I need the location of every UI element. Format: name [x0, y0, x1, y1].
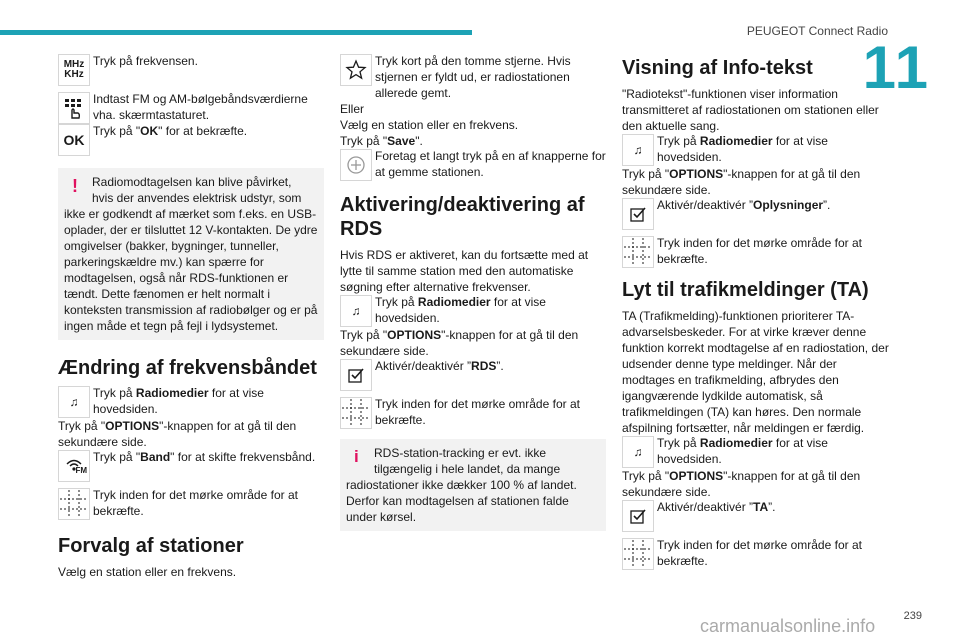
- step-ok: [58, 124, 324, 156]
- step-text: Tryk på "Band" for at skifte frekvensbånd.: [93, 450, 316, 464]
- step-text: Tryk inden for det mørke område for at bekræfte.: [657, 538, 862, 568]
- step-text: Tryk inden for det mørke område for at bekræfte.: [657, 236, 862, 266]
- watermark: carmanualsonline.info: [700, 616, 876, 636]
- step-text: Tryk på Radiomedier for at vise hovedsiden.: [657, 134, 828, 164]
- step-confirm: [58, 488, 324, 520]
- step-text: Tryk på Radiomedier for at vise hovedsiden.: [93, 386, 264, 416]
- step-text: Aktivér/deaktivér ”RDS”.: [375, 359, 504, 373]
- heading-preset: Forvalg af stationer: [58, 535, 244, 557]
- heading-info-text: Visning af Info-tekst: [622, 57, 813, 79]
- step-options: Tryk på "OPTIONS"-knappen for at gå til den sekundære side.: [622, 469, 861, 499]
- ok-icon[interactable]: OK: [58, 124, 90, 156]
- chapter-number: 11: [862, 34, 930, 101]
- paragraph-info: "Radiotekst"-funktionen viser information transmitteret af radiostationen om stationen eller den aktuelle sang.: [622, 87, 879, 133]
- step-text: Tryk på Radiomedier for at vise hovedsiden.: [375, 295, 546, 325]
- mhz-khz-icon[interactable]: MHz KHz: [58, 54, 90, 86]
- music-note-icon[interactable]: ♫: [622, 436, 654, 468]
- music-note-icon[interactable]: ♫: [340, 295, 372, 327]
- step-keyboard: [58, 92, 324, 124]
- step-text: Aktivér/deaktivér ”Oplysninger”.: [657, 198, 831, 212]
- or-text: Eller: [340, 102, 365, 116]
- warning-box: [58, 168, 324, 340]
- paragraph-rds: Hvis RDS er aktiveret, kan du fortsætte med at lytte til samme station med den automatiske søgning efter alternative frekvenser.: [340, 248, 589, 294]
- grid-area-icon[interactable]: [340, 397, 372, 429]
- grid-area-icon[interactable]: [622, 538, 654, 570]
- step-long-press: [340, 149, 606, 181]
- step-radio-media: [622, 436, 890, 468]
- column-1: [58, 54, 324, 580]
- grid-area-icon[interactable]: [622, 236, 654, 268]
- select-station-text: Vælg en station eller en frekvens.: [340, 118, 519, 132]
- paragraph-traffic: TA (Trafikmelding)-funktionen prioriterer TA-advarselsbeskeder. For at virke kræver denne funktion korrekt modtagelse af en radiostation, der udsender denne type meldinger. Når der modtages en trafikmelding, afbrydes den igangværende lydkilde automatisk, så trafikmeldingen (TA) kan høres. Den normale afspilning fortsætter, når meldingen er færdig.: [622, 309, 889, 435]
- step-star: [340, 54, 606, 101]
- step-text: Tryk kort på den tomme stjerne. Hvis stjernen er fyldt ud, er radiostationen allerede gemt.: [375, 54, 571, 100]
- info-icon: i: [354, 447, 359, 466]
- step-confirm: [340, 397, 606, 429]
- step-radio-media: [622, 134, 890, 166]
- music-note-icon[interactable]: ♫: [58, 386, 90, 418]
- info-text: tilgængelig i hele landet, da mange radiostationer ikke dækker 100 % af landet. Derfor kan modtagelsen af stationen falde under kørsel.: [346, 462, 577, 524]
- step-options: Tryk på "OPTIONS"-knappen for at gå til den sekundære side.: [622, 167, 861, 197]
- warning-first-line: Radiomodtagelsen kan blive påvirket,: [92, 175, 292, 189]
- step-text: Foretag et langt tryk på en af knapperne for at gemme stationen.: [375, 149, 606, 179]
- step-text: Tryk inden for det mørke område for at bekræfte.: [375, 397, 580, 427]
- checkbox-icon[interactable]: [622, 198, 654, 230]
- step-options: Tryk på "OPTIONS"-knappen for at gå til den sekundære side.: [58, 419, 297, 449]
- step-text: Tryk på "OK" for at bekræfte.: [93, 124, 248, 138]
- step-text: Tryk inden for det mørke område for at bekræfte.: [93, 488, 298, 518]
- heading-band: Ændring af frekvensbåndet: [58, 357, 317, 379]
- warning-icon: !: [72, 176, 78, 196]
- warning-text: hvis der anvendes elektrisk udstyr, som ikke er godkendt af mærket som f.eks. en USB-oplader, der er tilsluttet 12 V-kontakten. De ydre omgivelser (bakker, bygninger, tunneller, parkeringskældre mv.) kan spærre for modtagelsen, også når RDS-funktionen er tændt. Dette fænomen er helt normalt i konteksten transmission af radiobølger og er på ingen måde et tegn på fejl i lydsystemet.: [64, 191, 318, 333]
- step-radio-media: [58, 386, 324, 418]
- save-text: Tryk på "Save".: [340, 134, 423, 148]
- step-frequency: [58, 54, 324, 86]
- step-confirm: [622, 538, 890, 570]
- info-first-line: RDS-station-tracking er evt. ikke: [374, 446, 547, 460]
- step-info-toggle: [622, 198, 890, 230]
- star-icon[interactable]: [340, 54, 372, 86]
- step-options: Tryk på "OPTIONS"-knappen for at gå til den sekundære side.: [340, 328, 579, 358]
- column-2: [340, 54, 606, 531]
- step-text: Tryk på frekvensen.: [93, 54, 198, 68]
- info-box: [340, 439, 606, 531]
- column-3: [622, 54, 890, 570]
- step-text: Aktivér/deaktivér ”TA”.: [657, 500, 776, 514]
- heading-rds: Aktivering/deaktivering af RDS: [340, 194, 585, 240]
- step-ta-toggle: [622, 500, 890, 532]
- header-bar: [0, 30, 472, 35]
- checkbox-icon[interactable]: [622, 500, 654, 532]
- checkbox-icon[interactable]: [340, 359, 372, 391]
- step-radio-media: [340, 295, 606, 327]
- keypad-icon[interactable]: [58, 92, 90, 124]
- step-confirm: [622, 236, 890, 268]
- page-number: 239: [903, 610, 922, 622]
- paragraph-preset: Vælg en station eller en frekvens.: [58, 565, 237, 579]
- heading-traffic: Lyt til trafikmeldinger (TA): [622, 279, 869, 301]
- add-preset-icon[interactable]: [340, 149, 372, 181]
- step-band: [58, 450, 324, 482]
- radio-fm-icon[interactable]: FM: [58, 450, 90, 482]
- step-text: Indtast FM og AM-bølgebåndsværdierne vha. skærmtastaturet.: [93, 92, 308, 122]
- step-text: Tryk på Radiomedier for at vise hovedsiden.: [657, 436, 828, 466]
- grid-area-icon[interactable]: [58, 488, 90, 520]
- step-rds-toggle: [340, 359, 606, 391]
- music-note-icon[interactable]: ♫: [622, 134, 654, 166]
- header-title: PEUGEOT Connect Radio: [746, 24, 888, 38]
